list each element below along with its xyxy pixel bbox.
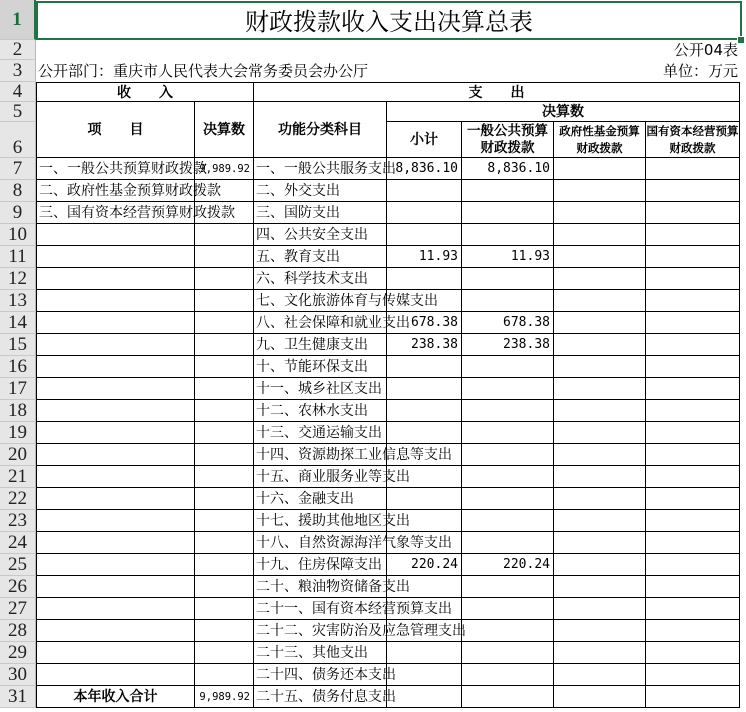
row-header[interactable]: 3 xyxy=(0,60,36,82)
income-empty-amount[interactable] xyxy=(195,312,254,334)
income-empty-cell[interactable] xyxy=(36,444,195,466)
row-header[interactable]: 18 xyxy=(0,400,36,422)
expense-fund-budget[interactable] xyxy=(554,510,646,532)
expense-state-capital-budget[interactable] xyxy=(646,444,740,466)
header-fund-budget[interactable]: 政府性基金预算财政拨款 xyxy=(554,122,646,158)
income-empty-cell[interactable] xyxy=(36,268,195,290)
row-header[interactable]: 14 xyxy=(0,312,36,334)
total-income-amount[interactable]: 9,989.92 xyxy=(195,686,254,708)
income-empty-amount[interactable] xyxy=(195,290,254,312)
income-empty-amount[interactable] xyxy=(195,642,254,664)
expense-general-budget[interactable]: 678.38 xyxy=(462,312,554,334)
expense-item-label[interactable]: 二十三、其他支出 xyxy=(254,642,387,664)
expense-subtotal[interactable] xyxy=(387,268,462,290)
income-empty-cell[interactable] xyxy=(36,510,195,532)
income-empty-cell[interactable] xyxy=(36,642,195,664)
header-final[interactable]: 决算数 xyxy=(387,102,740,122)
income-item-amount[interactable] xyxy=(195,180,254,202)
expense-state-capital-budget[interactable] xyxy=(646,290,740,312)
expense-state-capital-budget[interactable] xyxy=(646,224,740,246)
expense-item-label[interactable]: 七、文化旅游体育与传媒支出 xyxy=(254,290,387,312)
expense-item-label[interactable]: 十六、金融支出 xyxy=(254,488,387,510)
income-empty-cell[interactable] xyxy=(36,400,195,422)
income-empty-amount[interactable] xyxy=(195,664,254,686)
row-header[interactable]: 16 xyxy=(0,356,36,378)
expense-subtotal[interactable] xyxy=(387,400,462,422)
expense-item-label[interactable]: 八、社会保障和就业支出 xyxy=(254,312,387,334)
row-header[interactable]: 10 xyxy=(0,224,36,246)
row-header[interactable]: 5 xyxy=(0,102,36,122)
expense-general-budget[interactable] xyxy=(462,664,554,686)
income-empty-amount[interactable] xyxy=(195,598,254,620)
expense-subtotal[interactable] xyxy=(387,466,462,488)
income-empty-cell[interactable] xyxy=(36,664,195,686)
expense-general-budget[interactable] xyxy=(462,466,554,488)
expense-general-budget[interactable] xyxy=(462,620,554,642)
row-header[interactable]: 25 xyxy=(0,554,36,576)
expense-fund-budget[interactable] xyxy=(554,444,646,466)
income-empty-cell[interactable] xyxy=(36,488,195,510)
expense-item-label[interactable]: 二十、粮油物资储备支出 xyxy=(254,576,387,598)
income-empty-amount[interactable] xyxy=(195,378,254,400)
expense-general-budget[interactable] xyxy=(462,444,554,466)
expense-subtotal[interactable]: 238.38 xyxy=(387,334,462,356)
header-general-budget[interactable]: 一般公共预算财政拨款 xyxy=(462,122,554,158)
row-header[interactable]: 24 xyxy=(0,532,36,554)
income-empty-amount[interactable] xyxy=(195,488,254,510)
expense-fund-budget[interactable] xyxy=(554,334,646,356)
expense-fund-budget[interactable] xyxy=(554,620,646,642)
expense-state-capital-budget[interactable] xyxy=(646,400,740,422)
expense-state-capital-budget[interactable] xyxy=(646,642,740,664)
expense-fund-budget[interactable] xyxy=(554,246,646,268)
expense-subtotal[interactable] xyxy=(387,290,462,312)
expense-state-capital-budget[interactable] xyxy=(646,158,740,180)
expense-item-label[interactable]: 一、一般公共服务支出 xyxy=(254,158,387,180)
income-empty-amount[interactable] xyxy=(195,576,254,598)
row-header[interactable]: 29 xyxy=(0,642,36,664)
expense-state-capital-budget[interactable] xyxy=(646,378,740,400)
expense-general-budget[interactable]: 238.38 xyxy=(462,334,554,356)
department-label[interactable]: 公开部门：重庆市人民代表大会常务委员会办公厅 xyxy=(38,62,369,80)
header-item[interactable]: 项 目 xyxy=(36,102,195,158)
expense-fund-budget[interactable] xyxy=(554,664,646,686)
expense-fund-budget[interactable] xyxy=(554,598,646,620)
expense-state-capital-budget[interactable] xyxy=(646,312,740,334)
income-empty-cell[interactable] xyxy=(36,532,195,554)
expense-fund-budget[interactable] xyxy=(554,180,646,202)
income-empty-amount[interactable] xyxy=(195,444,254,466)
expense-subtotal[interactable] xyxy=(387,488,462,510)
expense-subtotal[interactable]: 678.38 xyxy=(387,312,462,334)
expense-fund-budget[interactable] xyxy=(554,202,646,224)
expense-subtotal[interactable] xyxy=(387,664,462,686)
expense-item-label[interactable]: 十、节能环保支出 xyxy=(254,356,387,378)
expense-general-budget[interactable]: 11.93 xyxy=(462,246,554,268)
expense-fund-budget[interactable] xyxy=(554,378,646,400)
row-header[interactable]: 28 xyxy=(0,620,36,642)
expense-general-budget[interactable] xyxy=(462,180,554,202)
expense-state-capital-budget[interactable] xyxy=(646,422,740,444)
expense-subtotal[interactable] xyxy=(387,422,462,444)
row-header[interactable]: 6 xyxy=(0,122,36,158)
income-empty-amount[interactable] xyxy=(195,334,254,356)
expense-fund-budget[interactable] xyxy=(554,400,646,422)
expense-subtotal[interactable] xyxy=(387,180,462,202)
row-header[interactable]: 31 xyxy=(0,686,36,708)
expense-subtotal[interactable] xyxy=(387,686,462,708)
row-header[interactable]: 11 xyxy=(0,246,36,268)
row-header[interactable]: 15 xyxy=(0,334,36,356)
row-header[interactable]: 20 xyxy=(0,444,36,466)
expense-general-budget[interactable] xyxy=(462,202,554,224)
expense-item-label[interactable]: 十九、住房保障支出 xyxy=(254,554,387,576)
row-header[interactable]: 23 xyxy=(0,510,36,532)
expense-general-budget[interactable]: 8,836.10 xyxy=(462,158,554,180)
report-title[interactable]: 财政拨款收入支出决算总表 xyxy=(36,1,742,40)
row-header[interactable]: 30 xyxy=(0,664,36,686)
expense-subtotal[interactable] xyxy=(387,642,462,664)
expense-fund-budget[interactable] xyxy=(554,686,646,708)
row-header[interactable]: 13 xyxy=(0,290,36,312)
expense-fund-budget[interactable] xyxy=(554,290,646,312)
expense-item-label[interactable]: 二十二、灾害防治及应急管理支出 xyxy=(254,620,387,642)
expense-subtotal[interactable] xyxy=(387,598,462,620)
expense-general-budget[interactable] xyxy=(462,598,554,620)
expense-subtotal[interactable] xyxy=(387,356,462,378)
row-header[interactable]: 1 xyxy=(0,0,36,40)
expense-item-label[interactable]: 二十四、债务还本支出 xyxy=(254,664,387,686)
income-empty-cell[interactable] xyxy=(36,356,195,378)
expense-state-capital-budget[interactable] xyxy=(646,510,740,532)
expense-item-label[interactable]: 五、教育支出 xyxy=(254,246,387,268)
expense-general-budget[interactable] xyxy=(462,378,554,400)
income-empty-cell[interactable] xyxy=(36,378,195,400)
income-empty-amount[interactable] xyxy=(195,532,254,554)
expense-general-budget[interactable] xyxy=(462,686,554,708)
header-function[interactable]: 功能分类科目 xyxy=(254,102,387,158)
expense-item-label[interactable]: 十二、农林水支出 xyxy=(254,400,387,422)
expense-fund-budget[interactable] xyxy=(554,312,646,334)
expense-fund-budget[interactable] xyxy=(554,224,646,246)
expense-general-budget[interactable] xyxy=(462,422,554,444)
income-empty-amount[interactable] xyxy=(195,400,254,422)
expense-state-capital-budget[interactable] xyxy=(646,532,740,554)
expense-subtotal[interactable] xyxy=(387,444,462,466)
income-item-label[interactable]: 二、政府性基金预算财政拨款 xyxy=(36,180,195,202)
expense-general-budget[interactable] xyxy=(462,576,554,598)
expense-fund-budget[interactable] xyxy=(554,532,646,554)
expense-item-label[interactable]: 三、国防支出 xyxy=(254,202,387,224)
expense-state-capital-budget[interactable] xyxy=(646,334,740,356)
expense-state-capital-budget[interactable] xyxy=(646,686,740,708)
header-state-capital-budget[interactable]: 国有资本经营预算财政拨款 xyxy=(646,122,740,158)
income-empty-amount[interactable] xyxy=(195,224,254,246)
expense-fund-budget[interactable] xyxy=(554,554,646,576)
income-empty-cell[interactable] xyxy=(36,422,195,444)
income-empty-cell[interactable] xyxy=(36,554,195,576)
unit-label[interactable]: 单位：万元 xyxy=(662,62,738,80)
expense-subtotal[interactable] xyxy=(387,378,462,400)
expense-item-label[interactable]: 十五、商业服务业等支出 xyxy=(254,466,387,488)
income-empty-amount[interactable] xyxy=(195,510,254,532)
total-income-label[interactable]: 本年收入合计 xyxy=(36,686,195,708)
expense-general-budget[interactable] xyxy=(462,224,554,246)
expense-general-budget[interactable] xyxy=(462,268,554,290)
income-empty-cell[interactable] xyxy=(36,620,195,642)
income-item-amount[interactable]: 9,989.92 xyxy=(195,158,254,180)
expense-item-label[interactable]: 十一、城乡社区支出 xyxy=(254,378,387,400)
expense-subtotal[interactable] xyxy=(387,510,462,532)
expense-general-budget[interactable] xyxy=(462,488,554,510)
expense-general-budget[interactable]: 220.24 xyxy=(462,554,554,576)
income-empty-amount[interactable] xyxy=(195,422,254,444)
expense-item-label[interactable]: 十三、交通运输支出 xyxy=(254,422,387,444)
expense-general-budget[interactable] xyxy=(462,290,554,312)
row-header[interactable]: 22 xyxy=(0,488,36,510)
expense-subtotal[interactable] xyxy=(387,576,462,598)
expense-item-label[interactable]: 十四、资源勘探工业信息等支出 xyxy=(254,444,387,466)
expense-fund-budget[interactable] xyxy=(554,642,646,664)
expense-item-label[interactable]: 十八、自然资源海洋气象等支出 xyxy=(254,532,387,554)
income-empty-amount[interactable] xyxy=(195,554,254,576)
income-empty-amount[interactable] xyxy=(195,246,254,268)
expense-state-capital-budget[interactable] xyxy=(646,488,740,510)
expense-subtotal[interactable] xyxy=(387,532,462,554)
expense-item-label[interactable]: 六、科学技术支出 xyxy=(254,268,387,290)
header-income[interactable]: 收 入 xyxy=(36,82,254,102)
expense-general-budget[interactable] xyxy=(462,642,554,664)
expense-item-label[interactable]: 二十一、国有资本经营预算支出 xyxy=(254,598,387,620)
expense-state-capital-budget[interactable] xyxy=(646,554,740,576)
expense-fund-budget[interactable] xyxy=(554,268,646,290)
expense-state-capital-budget[interactable] xyxy=(646,598,740,620)
income-empty-cell[interactable] xyxy=(36,246,195,268)
expense-subtotal[interactable] xyxy=(387,224,462,246)
expense-state-capital-budget[interactable] xyxy=(646,202,740,224)
form-number[interactable]: 公开04表 xyxy=(673,41,738,59)
income-empty-cell[interactable] xyxy=(36,466,195,488)
expense-state-capital-budget[interactable] xyxy=(646,268,740,290)
expense-state-capital-budget[interactable] xyxy=(646,180,740,202)
row-header[interactable]: 2 xyxy=(0,40,36,60)
header-amount[interactable]: 决算数 xyxy=(195,102,254,158)
expense-item-label[interactable]: 二十五、债务付息支出 xyxy=(254,686,387,708)
income-empty-amount[interactable] xyxy=(195,356,254,378)
income-empty-amount[interactable] xyxy=(195,620,254,642)
income-empty-amount[interactable] xyxy=(195,466,254,488)
expense-item-label[interactable]: 十七、援助其他地区支出 xyxy=(254,510,387,532)
income-item-label[interactable]: 一、一般公共预算财政拨款 xyxy=(36,158,195,180)
income-empty-cell[interactable] xyxy=(36,290,195,312)
expense-fund-budget[interactable] xyxy=(554,466,646,488)
header-expense[interactable]: 支 出 xyxy=(254,82,740,102)
expense-general-budget[interactable] xyxy=(462,510,554,532)
row-header[interactable]: 7 xyxy=(0,158,36,180)
row-header[interactable]: 12 xyxy=(0,268,36,290)
row-header[interactable]: 17 xyxy=(0,378,36,400)
income-item-amount[interactable] xyxy=(195,202,254,224)
row-header[interactable]: 26 xyxy=(0,576,36,598)
row-header[interactable]: 9 xyxy=(0,202,36,224)
expense-subtotal[interactable]: 8,836.10 xyxy=(387,158,462,180)
income-empty-amount[interactable] xyxy=(195,268,254,290)
income-empty-cell[interactable] xyxy=(36,312,195,334)
expense-state-capital-budget[interactable] xyxy=(646,576,740,598)
expense-fund-budget[interactable] xyxy=(554,576,646,598)
expense-fund-budget[interactable] xyxy=(554,422,646,444)
income-empty-cell[interactable] xyxy=(36,598,195,620)
expense-state-capital-budget[interactable] xyxy=(646,246,740,268)
income-item-label[interactable]: 三、国有资本经营预算财政拨款 xyxy=(36,202,195,224)
expense-state-capital-budget[interactable] xyxy=(646,466,740,488)
expense-subtotal[interactable]: 220.24 xyxy=(387,554,462,576)
row-header[interactable]: 27 xyxy=(0,598,36,620)
income-empty-cell[interactable] xyxy=(36,334,195,356)
expense-item-label[interactable]: 二、外交支出 xyxy=(254,180,387,202)
expense-subtotal[interactable]: 11.93 xyxy=(387,246,462,268)
income-empty-cell[interactable] xyxy=(36,224,195,246)
expense-item-label[interactable]: 九、卫生健康支出 xyxy=(254,334,387,356)
expense-general-budget[interactable] xyxy=(462,356,554,378)
row-header[interactable]: 4 xyxy=(0,82,36,102)
expense-state-capital-budget[interactable] xyxy=(646,664,740,686)
expense-fund-budget[interactable] xyxy=(554,488,646,510)
expense-item-label[interactable]: 四、公共安全支出 xyxy=(254,224,387,246)
expense-subtotal[interactable] xyxy=(387,620,462,642)
expense-state-capital-budget[interactable] xyxy=(646,356,740,378)
expense-subtotal[interactable] xyxy=(387,202,462,224)
expense-fund-budget[interactable] xyxy=(554,158,646,180)
expense-general-budget[interactable] xyxy=(462,532,554,554)
income-empty-cell[interactable] xyxy=(36,576,195,598)
header-subtotal[interactable]: 小计 xyxy=(387,122,462,158)
row-header[interactable]: 19 xyxy=(0,422,36,444)
expense-state-capital-budget[interactable] xyxy=(646,620,740,642)
expense-fund-budget[interactable] xyxy=(554,356,646,378)
expense-general-budget[interactable] xyxy=(462,400,554,422)
row-header[interactable]: 21 xyxy=(0,466,36,488)
row-header[interactable]: 8 xyxy=(0,180,36,202)
